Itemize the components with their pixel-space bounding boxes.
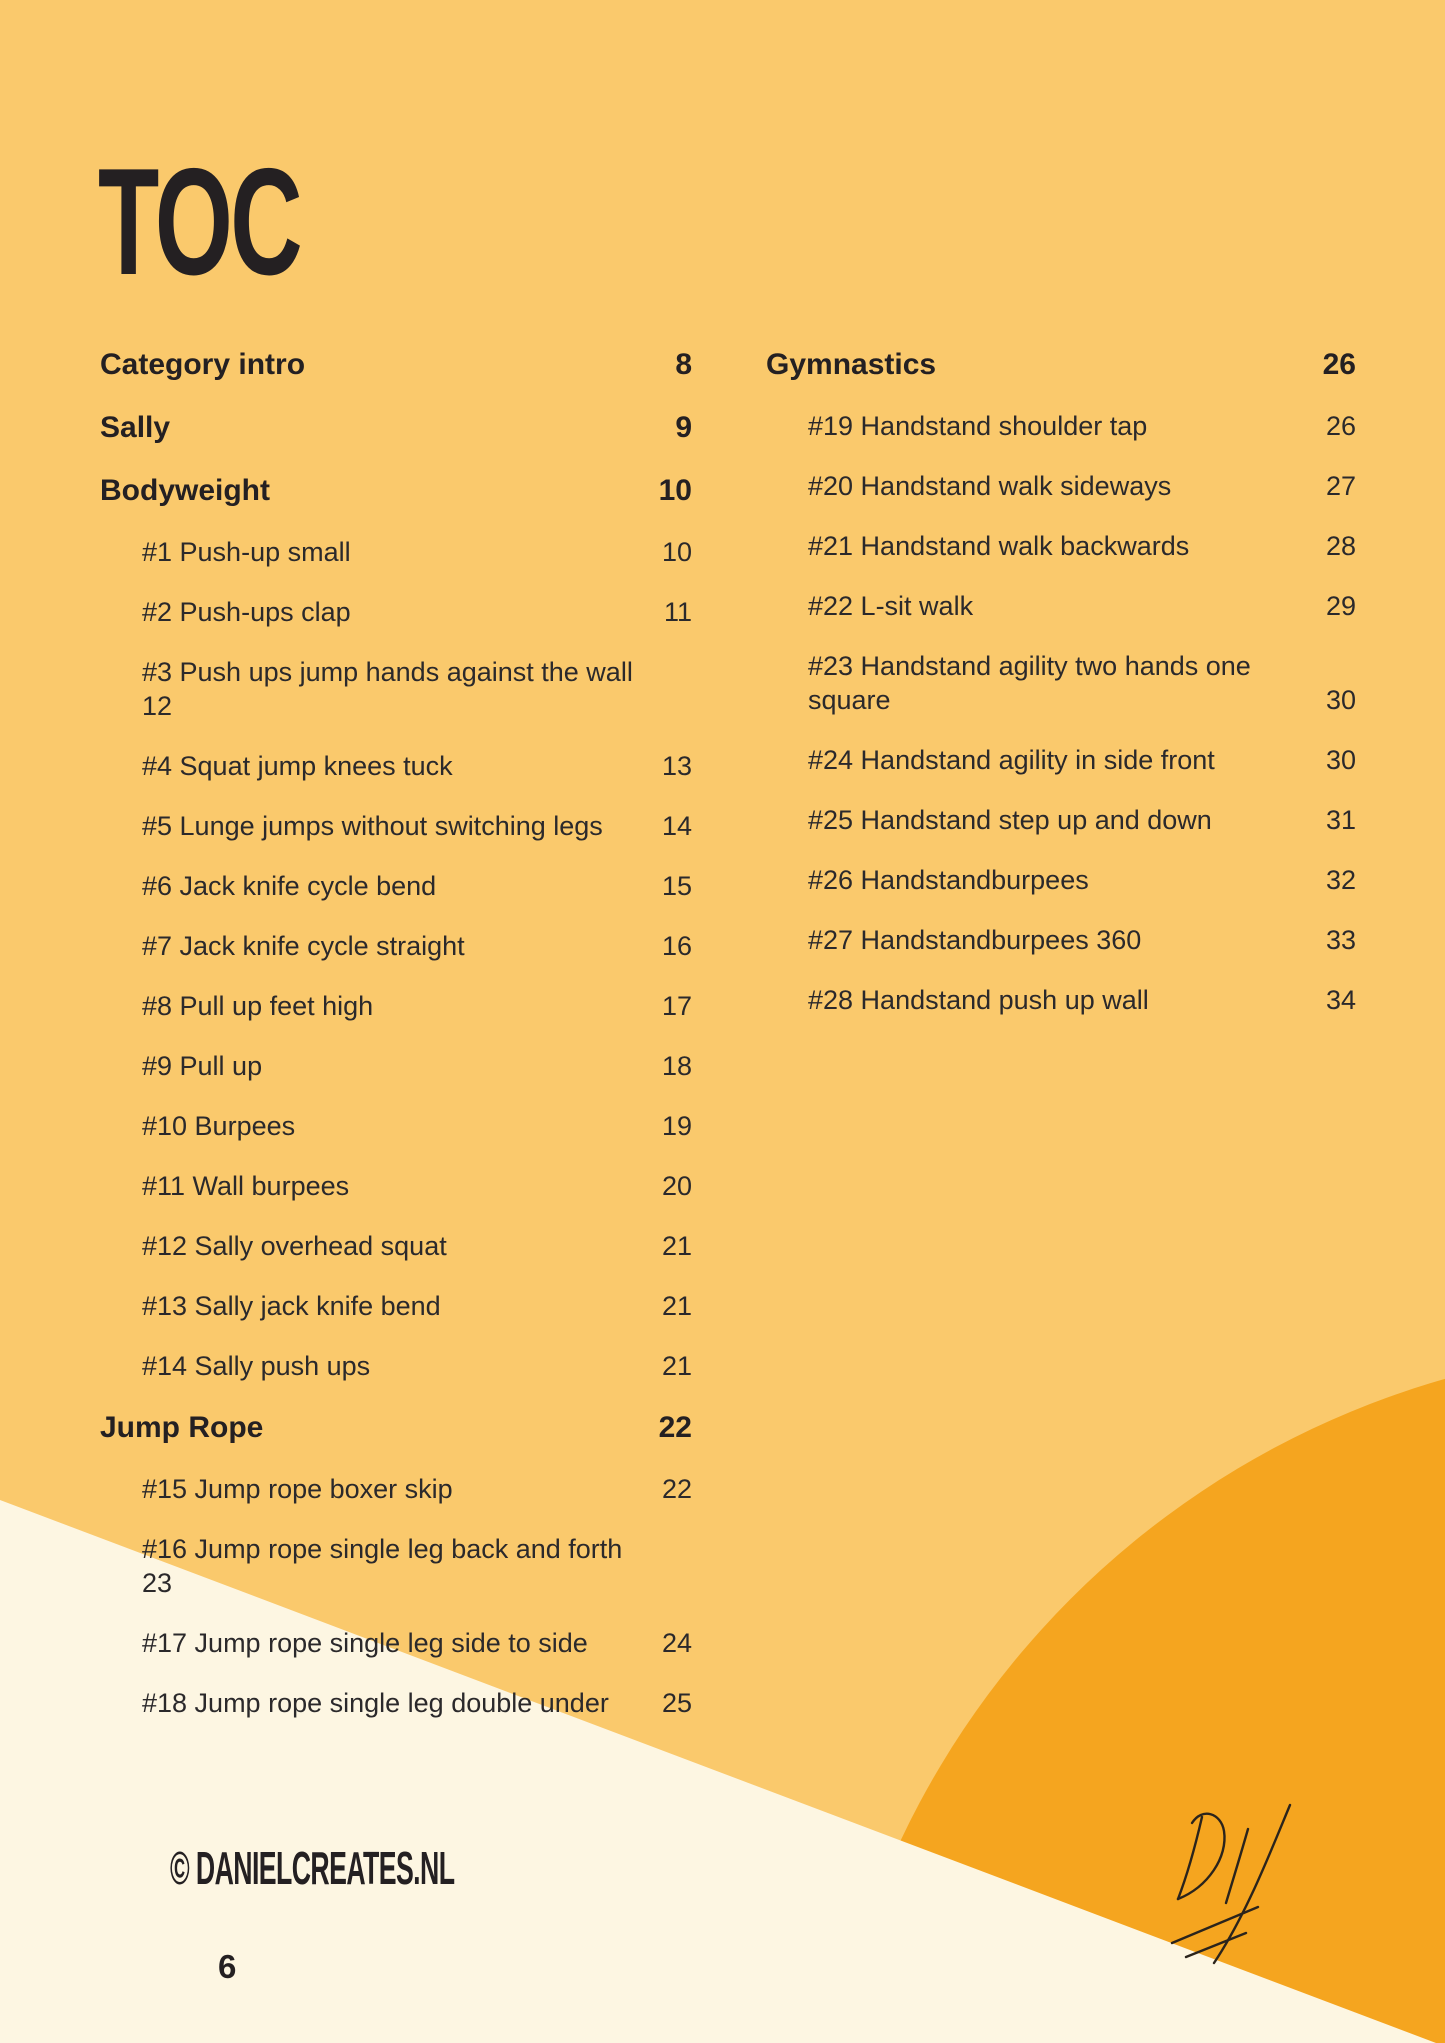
toc-entry[interactable] bbox=[100, 749, 692, 783]
toc-entry[interactable] bbox=[100, 1532, 692, 1600]
signature-dy bbox=[1150, 1795, 1340, 1980]
toc-entry[interactable] bbox=[100, 1472, 692, 1506]
toc-entry[interactable] bbox=[100, 869, 692, 903]
toc-entry[interactable] bbox=[766, 743, 1356, 777]
entry-label: #17 Jump rope single leg side to side bbox=[142, 1628, 588, 1658]
entry-page-number: 30 bbox=[1325, 745, 1356, 775]
section-title: Sally bbox=[100, 411, 171, 444]
section-page-number: 22 bbox=[658, 1411, 692, 1444]
entry-page-number: 18 bbox=[661, 1051, 692, 1081]
section-page-number: 10 bbox=[658, 474, 692, 507]
entry-page-number: 34 bbox=[1325, 985, 1356, 1015]
entry-label: #14 Sally push ups bbox=[142, 1351, 371, 1381]
entry-label: #13 Sally jack knife bend bbox=[142, 1291, 441, 1321]
entry-page-number: 22 bbox=[661, 1474, 692, 1504]
entry-label: #4 Squat jump knees tuck bbox=[142, 751, 453, 781]
section-page-number: 8 bbox=[675, 348, 692, 381]
entry-label: #26 Handstandburpees bbox=[808, 865, 1089, 895]
toc-entry[interactable] bbox=[100, 595, 692, 629]
toc-entry[interactable] bbox=[766, 863, 1356, 897]
entry-label: #15 Jump rope boxer skip bbox=[142, 1474, 453, 1504]
entry-label: #11 Wall burpees bbox=[142, 1171, 350, 1201]
toc-entry[interactable] bbox=[766, 529, 1356, 563]
toc-entry[interactable] bbox=[766, 589, 1356, 623]
entry-page-number: 12 bbox=[142, 691, 173, 721]
toc-column-left bbox=[100, 346, 692, 1746]
entry-label: #20 Handstand walk sideways bbox=[808, 471, 1172, 501]
entry-page-number: 10 bbox=[661, 537, 692, 567]
section-title: Jump Rope bbox=[100, 1411, 264, 1444]
entry-label: #25 Handstand step up and down bbox=[808, 805, 1212, 835]
entry-label: #16 Jump rope single leg back and forth bbox=[142, 1534, 623, 1564]
toc-entry[interactable] bbox=[100, 809, 692, 843]
entry-label: #19 Handstand shoulder tap bbox=[808, 411, 1148, 441]
signature-stroke bbox=[1226, 1829, 1248, 1903]
toc-entry[interactable] bbox=[766, 923, 1356, 957]
entry-label: #7 Jack knife cycle straight bbox=[142, 931, 465, 961]
toc-entry[interactable] bbox=[766, 803, 1356, 837]
entry-page-number: 13 bbox=[661, 751, 692, 781]
section-title: Bodyweight bbox=[100, 474, 270, 507]
signature-stroke bbox=[1214, 1805, 1290, 1963]
toc-entry[interactable] bbox=[766, 409, 1356, 443]
entry-page-number: 21 bbox=[661, 1351, 692, 1381]
entry-label: #23 Handstand agility two hands one square bbox=[808, 651, 1251, 715]
toc-entry[interactable] bbox=[100, 1109, 692, 1143]
entry-label: #8 Pull up feet high bbox=[142, 991, 374, 1021]
toc-entry[interactable] bbox=[100, 655, 692, 723]
footer-brand: © DANIELCREATES.NL bbox=[170, 1842, 455, 1894]
signature-underline bbox=[1186, 1933, 1246, 1957]
entry-label: #10 Burpees bbox=[142, 1111, 296, 1141]
signature-stroke bbox=[1178, 1814, 1225, 1899]
entry-page-number: 17 bbox=[661, 991, 692, 1021]
page-number: 6 bbox=[218, 1948, 237, 1985]
section-page-number: 26 bbox=[1322, 348, 1356, 381]
section-page-number: 9 bbox=[675, 411, 692, 444]
entry-page-number: 31 bbox=[1325, 805, 1356, 835]
entry-label: #24 Handstand agility in side front bbox=[808, 745, 1215, 775]
entry-page-number: 21 bbox=[661, 1231, 692, 1261]
entry-page-number: 26 bbox=[1325, 411, 1356, 441]
entry-label: #9 Pull up bbox=[142, 1051, 263, 1081]
toc-entry[interactable] bbox=[100, 1686, 692, 1720]
toc-entry[interactable] bbox=[766, 983, 1356, 1017]
toc-entry[interactable] bbox=[100, 989, 692, 1023]
entry-page-number: 21 bbox=[661, 1291, 692, 1321]
entry-label: #18 Jump rope single leg double under bbox=[142, 1688, 609, 1718]
entry-page-number: 32 bbox=[1325, 865, 1356, 895]
entry-page-number: 30 bbox=[1325, 685, 1356, 715]
entry-page-number: 33 bbox=[1325, 925, 1356, 955]
entry-page-number: 19 bbox=[661, 1111, 692, 1141]
toc-entry[interactable] bbox=[100, 1169, 692, 1203]
entry-label: #28 Handstand push up wall bbox=[808, 985, 1149, 1015]
toc-entry[interactable] bbox=[100, 1289, 692, 1323]
toc-entry[interactable] bbox=[766, 649, 1356, 717]
entry-label: #2 Push-ups clap bbox=[142, 597, 351, 627]
toc-section-heading[interactable] bbox=[100, 472, 692, 510]
toc-section-heading[interactable] bbox=[100, 409, 692, 447]
toc-entry[interactable] bbox=[766, 469, 1356, 503]
toc-entry[interactable] bbox=[100, 535, 692, 569]
entry-label: #12 Sally overhead squat bbox=[142, 1231, 447, 1261]
entry-page-number: 29 bbox=[1325, 591, 1356, 621]
entry-page-number: 24 bbox=[661, 1628, 692, 1658]
entry-page-number: 14 bbox=[661, 811, 692, 841]
toc-entry[interactable] bbox=[100, 929, 692, 963]
entry-page-number: 11 bbox=[663, 597, 692, 627]
signature-underline bbox=[1172, 1907, 1258, 1943]
entry-label: #27 Handstandburpees 360 bbox=[808, 925, 1142, 955]
page-title: TOC bbox=[98, 137, 301, 307]
entry-page-number: 27 bbox=[1325, 471, 1356, 501]
toc-column-right bbox=[766, 346, 1356, 1043]
entry-label: #22 L-sit walk bbox=[808, 591, 974, 621]
entry-label: #6 Jack knife cycle bend bbox=[142, 871, 437, 901]
toc-entry[interactable] bbox=[100, 1049, 692, 1083]
entry-label: #1 Push-up small bbox=[142, 537, 351, 567]
toc-entry[interactable] bbox=[100, 1229, 692, 1263]
entry-label: #3 Push ups jump hands against the wall bbox=[142, 657, 633, 687]
entry-page-number: 20 bbox=[661, 1171, 692, 1201]
toc-entry[interactable] bbox=[100, 1626, 692, 1660]
entry-label: #5 Lunge jumps without switching legs bbox=[142, 811, 603, 841]
toc-section-heading[interactable] bbox=[100, 1409, 692, 1447]
toc-entry[interactable] bbox=[100, 1349, 692, 1383]
section-title: Category intro bbox=[100, 348, 306, 381]
entry-label: #21 Handstand walk backwards bbox=[808, 531, 1190, 561]
section-title: Gymnastics bbox=[766, 348, 937, 381]
toc-section-heading[interactable] bbox=[100, 346, 692, 384]
entry-page-number: 28 bbox=[1325, 531, 1356, 561]
toc-section-heading[interactable] bbox=[766, 346, 1356, 384]
entry-page-number: 25 bbox=[661, 1688, 692, 1718]
entry-page-number: 15 bbox=[661, 871, 692, 901]
entry-page-number: 23 bbox=[142, 1568, 173, 1598]
entry-page-number: 16 bbox=[661, 931, 692, 961]
